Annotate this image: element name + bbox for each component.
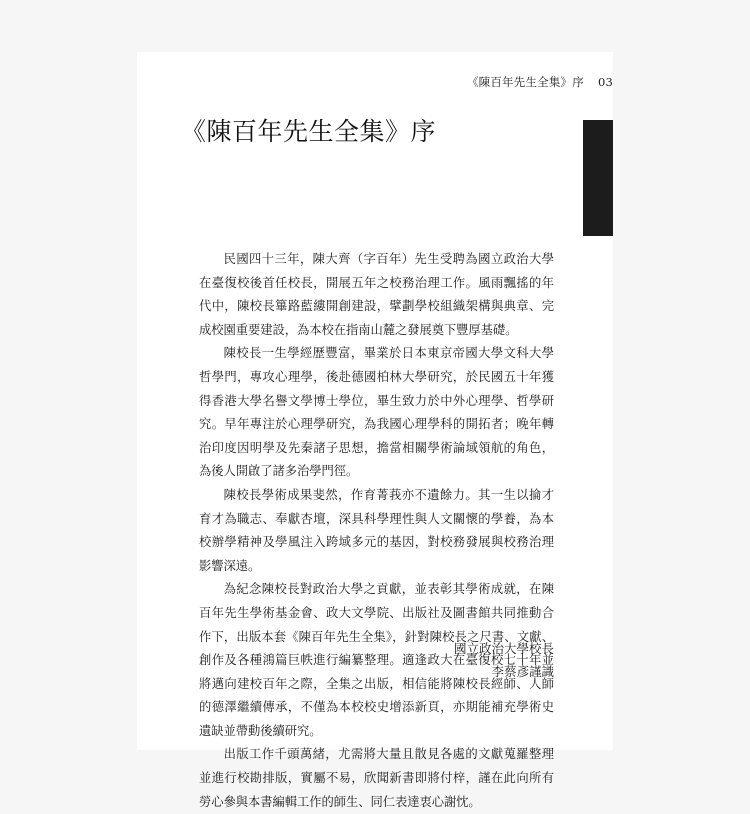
paragraph: 陳校長學術成果斐然，作育菁莪亦不遺餘力。其一生以掄才育才為職志、奉獻杏壇，深具科學理性與人文關懷的學養，為本校辦學精神及學風注入跨域多元的基因，對校務發展與校務治理影響深遠。	[199, 487, 554, 573]
running-header	[467, 74, 613, 90]
signature-name: 李蔡彥謹識	[491, 664, 554, 679]
book-page	[137, 52, 613, 809]
page-title: 《陳百年先生全集》序	[181, 117, 437, 146]
paragraph: 出版工作千頭萬緒，尤需將大量且散見各處的文獻蒐羅整理並進行校勘排版，實屬不易，欣聞新書即將付梓，謹在此向所有勞心參與本書編輯工作的師生、同仁表達衷心謝忱。	[199, 747, 554, 809]
page-number: 03	[597, 75, 613, 89]
signature-position: 國立政治大學校長	[453, 641, 554, 656]
paragraph: 為紀念陳校長對政治大學之貢獻，並表彰其學術成就，在陳百年先生學術基金會、政大文學院、出版社及圖書館共同推動合作下，出版本套《陳百年先生全集》，針對陳校長之尺書、文獻、創作及各種鴻篇巨帙進行編纂整理。適逢政大在臺復校七十年並將邁向建校百年之際，全集之出版，相信能將陳校長經師、人師的德澤繼續傳承，不僅為本校校史增添新頁，亦期能補充學術史遺缺並帶動後續研究。	[199, 582, 554, 738]
paragraph: 陳校長一生學經歷豐富，畢業於日本東京帝國大學文科大學哲學門，專攻心理學，後赴德國柏林大學研究，於民國五十年獲得香港大學名譽文學博士學位，畢生致力於中外心理學、哲學研究。早年專注於心理學研究，為我國心理學科的開拓者；晚年轉治印度因明學及先秦諸子思想，擔當相關學術論域領航的角色，為後人開啟了諸多治學門徑。	[199, 346, 554, 479]
section-thumb-tab	[583, 120, 613, 236]
signature-block	[454, 637, 554, 683]
paragraph: 民國四十三年，陳大齊（字百年）先生受聘為國立政治大學在臺復校後首任校長，開展五年之校務治理工作。風雨飄搖的年代中，陳校長篳路藍縷開創建設，擘劃學校組織架構與典章、完成校園重要建設，為本校在指南山麓之發展奠下豐厚基礎。	[199, 252, 554, 337]
preface-body	[199, 248, 554, 814]
running-title: 《陳百年先生全集》序	[466, 75, 584, 89]
